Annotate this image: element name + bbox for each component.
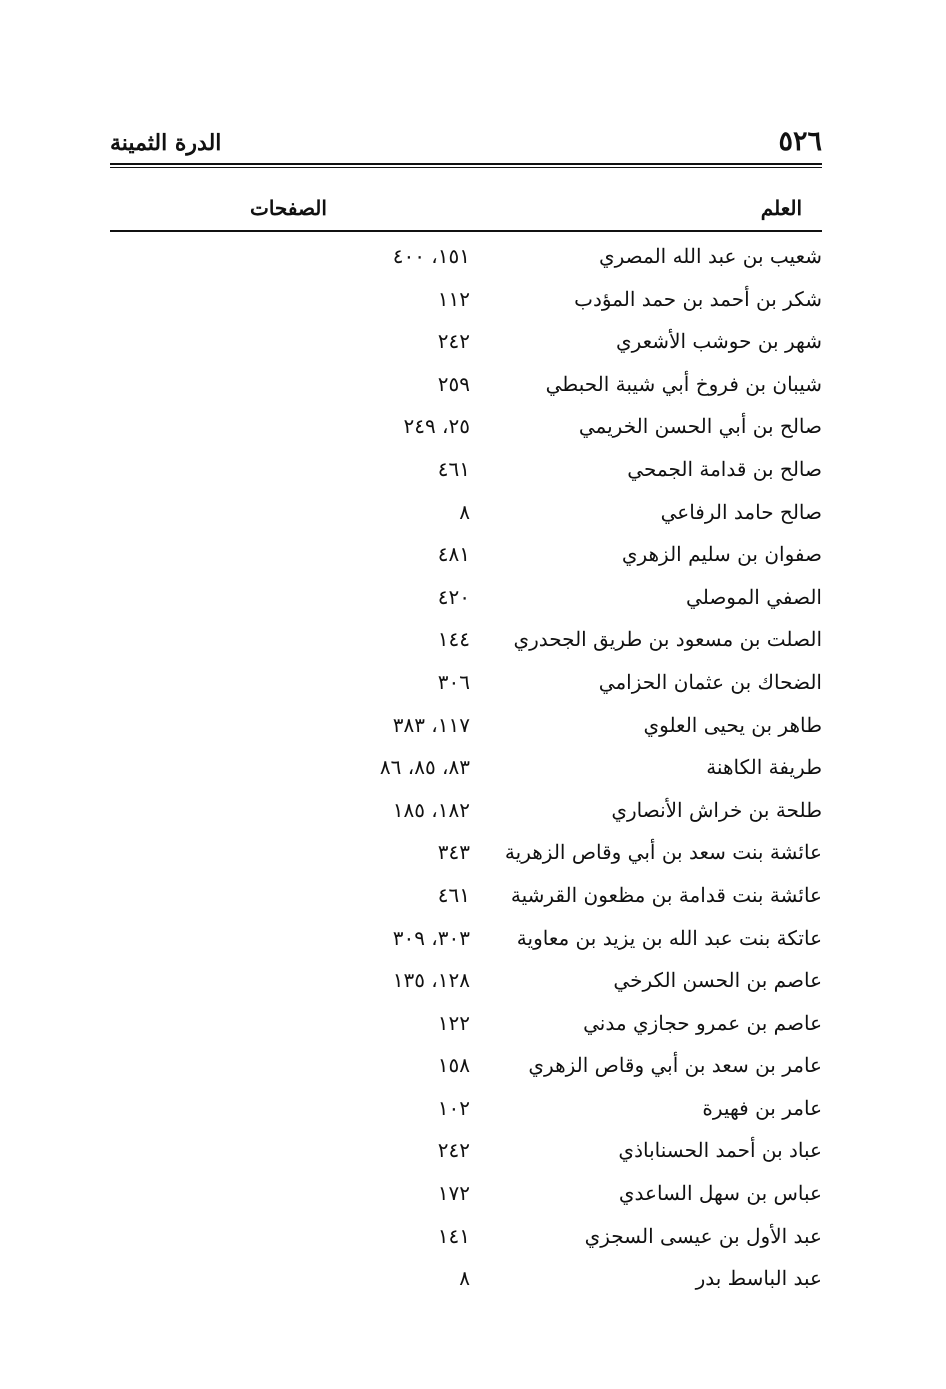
index-entry-row <box>0 1090 946 1133</box>
entry-name: طريفة الكاهنة <box>706 755 822 780</box>
entry-pages: ٤٦١ <box>437 456 470 481</box>
index-entry-row <box>0 877 946 920</box>
index-entry-row <box>0 579 946 622</box>
entry-name: عاصم بن الحسن الكرخي <box>613 968 822 993</box>
index-entry-row <box>0 1005 946 1048</box>
entry-name: صالح حامد الرفاعي <box>660 499 822 524</box>
index-entry-row <box>0 834 946 877</box>
book-title: الدرة الثمينة <box>110 130 222 156</box>
page-header <box>110 122 822 162</box>
index-entry-row <box>0 323 946 366</box>
entry-pages: ٤٦١ <box>437 882 470 907</box>
entry-pages: ٨ <box>459 499 470 524</box>
entry-name: طلحة بن خراش الأنصاري <box>611 797 822 822</box>
entry-pages: ١٤٤ <box>437 627 470 652</box>
entry-name: عبد الباسط بدر <box>695 1266 822 1291</box>
entry-pages: ١٥٨ <box>437 1053 470 1078</box>
index-entry-row <box>0 366 946 409</box>
entry-name: صالح بن أبي الحسن الخريمي <box>578 414 822 439</box>
entry-pages: ٣٠٣، ٣٠٩ <box>392 925 470 950</box>
page-number: ٥٢٦ <box>778 126 822 157</box>
entry-name: شيبان بن فروخ أبي شيبة الحبطي <box>545 371 822 396</box>
entry-name: شهر بن حوشب الأشعري <box>615 329 822 354</box>
entry-name: عبد الأول بن عيسى السجزي <box>584 1223 822 1248</box>
entry-name: عائشة بنت سعد بن أبي وقاص الزهرية <box>504 840 822 865</box>
index-entry-row <box>0 281 946 324</box>
entry-name: الضحاك بن عثمان الحزامي <box>598 669 822 694</box>
entry-pages: ٢٥، ٢٤٩ <box>403 414 470 439</box>
entry-pages: ١٠٢ <box>437 1095 470 1120</box>
columns-divider <box>110 230 822 232</box>
entry-name: صفوان بن سليم الزهري <box>621 542 822 567</box>
index-entry-row <box>0 1260 946 1303</box>
index-entry-row <box>0 1047 946 1090</box>
entry-pages: ٨٣، ٨٥، ٨٦ <box>379 755 470 780</box>
column-header-pages: الصفحات <box>250 196 327 220</box>
index-entry-row <box>0 408 946 451</box>
entry-pages: ١١٧، ٣٨٣ <box>392 712 470 737</box>
entry-name: عباد بن أحمد الحسناباذي <box>618 1138 822 1163</box>
entry-pages: ١٢٢ <box>437 1010 470 1035</box>
index-entry-row <box>0 664 946 707</box>
entry-pages: ١٨٢، ١٨٥ <box>392 797 470 822</box>
entry-pages: ١٧٢ <box>437 1181 470 1206</box>
index-entry-row <box>0 621 946 664</box>
entry-name: عباس بن سهل الساعدي <box>618 1181 822 1206</box>
index-entry-row <box>0 920 946 963</box>
index-entry-row <box>0 1218 946 1261</box>
index-entry-row <box>0 707 946 750</box>
index-entry-row <box>0 1175 946 1218</box>
entry-pages: ٤٨١ <box>437 542 470 567</box>
entry-pages: ٣٠٦ <box>437 669 470 694</box>
entry-pages: ٢٤٢ <box>437 329 470 354</box>
entry-pages: ١١٢ <box>437 286 470 311</box>
entry-name: شعيب بن عبد الله المصري <box>598 244 822 268</box>
entry-pages: ١٢٨، ١٣٥ <box>392 968 470 993</box>
entry-pages: ١٥١، ٤٠٠ <box>392 244 470 268</box>
entry-name: الصفي الموصلي <box>686 584 822 609</box>
entry-name: عائشة بنت قدامة بن مظعون القرشية <box>510 882 822 907</box>
entry-name: طاهر بن يحيى العلوي <box>643 712 822 737</box>
entry-pages: ٨ <box>459 1266 470 1291</box>
entry-pages: ٤٢٠ <box>437 584 470 609</box>
header-divider <box>110 163 822 168</box>
index-entry-row <box>0 536 946 579</box>
entry-name: صالح بن قدامة الجمحي <box>627 456 822 481</box>
entry-name: الصلت بن مسعود بن طريق الجحدري <box>513 627 822 652</box>
entry-name: شكر بن أحمد بن حمد المؤدب <box>574 286 822 311</box>
index-entry-row <box>0 451 946 494</box>
index-entry-row <box>0 1132 946 1175</box>
entry-pages: ١٤١ <box>437 1223 470 1248</box>
entry-name: عاصم بن عمرو حجازي مدني <box>583 1010 822 1035</box>
column-header-name: العلم <box>760 196 802 220</box>
index-entry-row <box>0 792 946 835</box>
entry-pages: ٢٤٢ <box>437 1138 470 1163</box>
entry-pages: ٢٥٩ <box>437 371 470 396</box>
entry-name: عاتكة بنت عبد الله بن يزيد بن معاوية <box>516 925 822 950</box>
index-entry-row <box>0 962 946 1005</box>
index-entries <box>0 238 946 1303</box>
column-headers <box>110 192 822 228</box>
index-entry-row <box>0 238 946 281</box>
entry-name: عامر بن سعد بن أبي وقاص الزهري <box>528 1053 822 1078</box>
entry-pages: ٣٤٣ <box>437 840 470 865</box>
index-entry-row <box>0 749 946 792</box>
entry-name: عامر بن فهيرة <box>702 1095 822 1120</box>
index-entry-row <box>0 494 946 537</box>
